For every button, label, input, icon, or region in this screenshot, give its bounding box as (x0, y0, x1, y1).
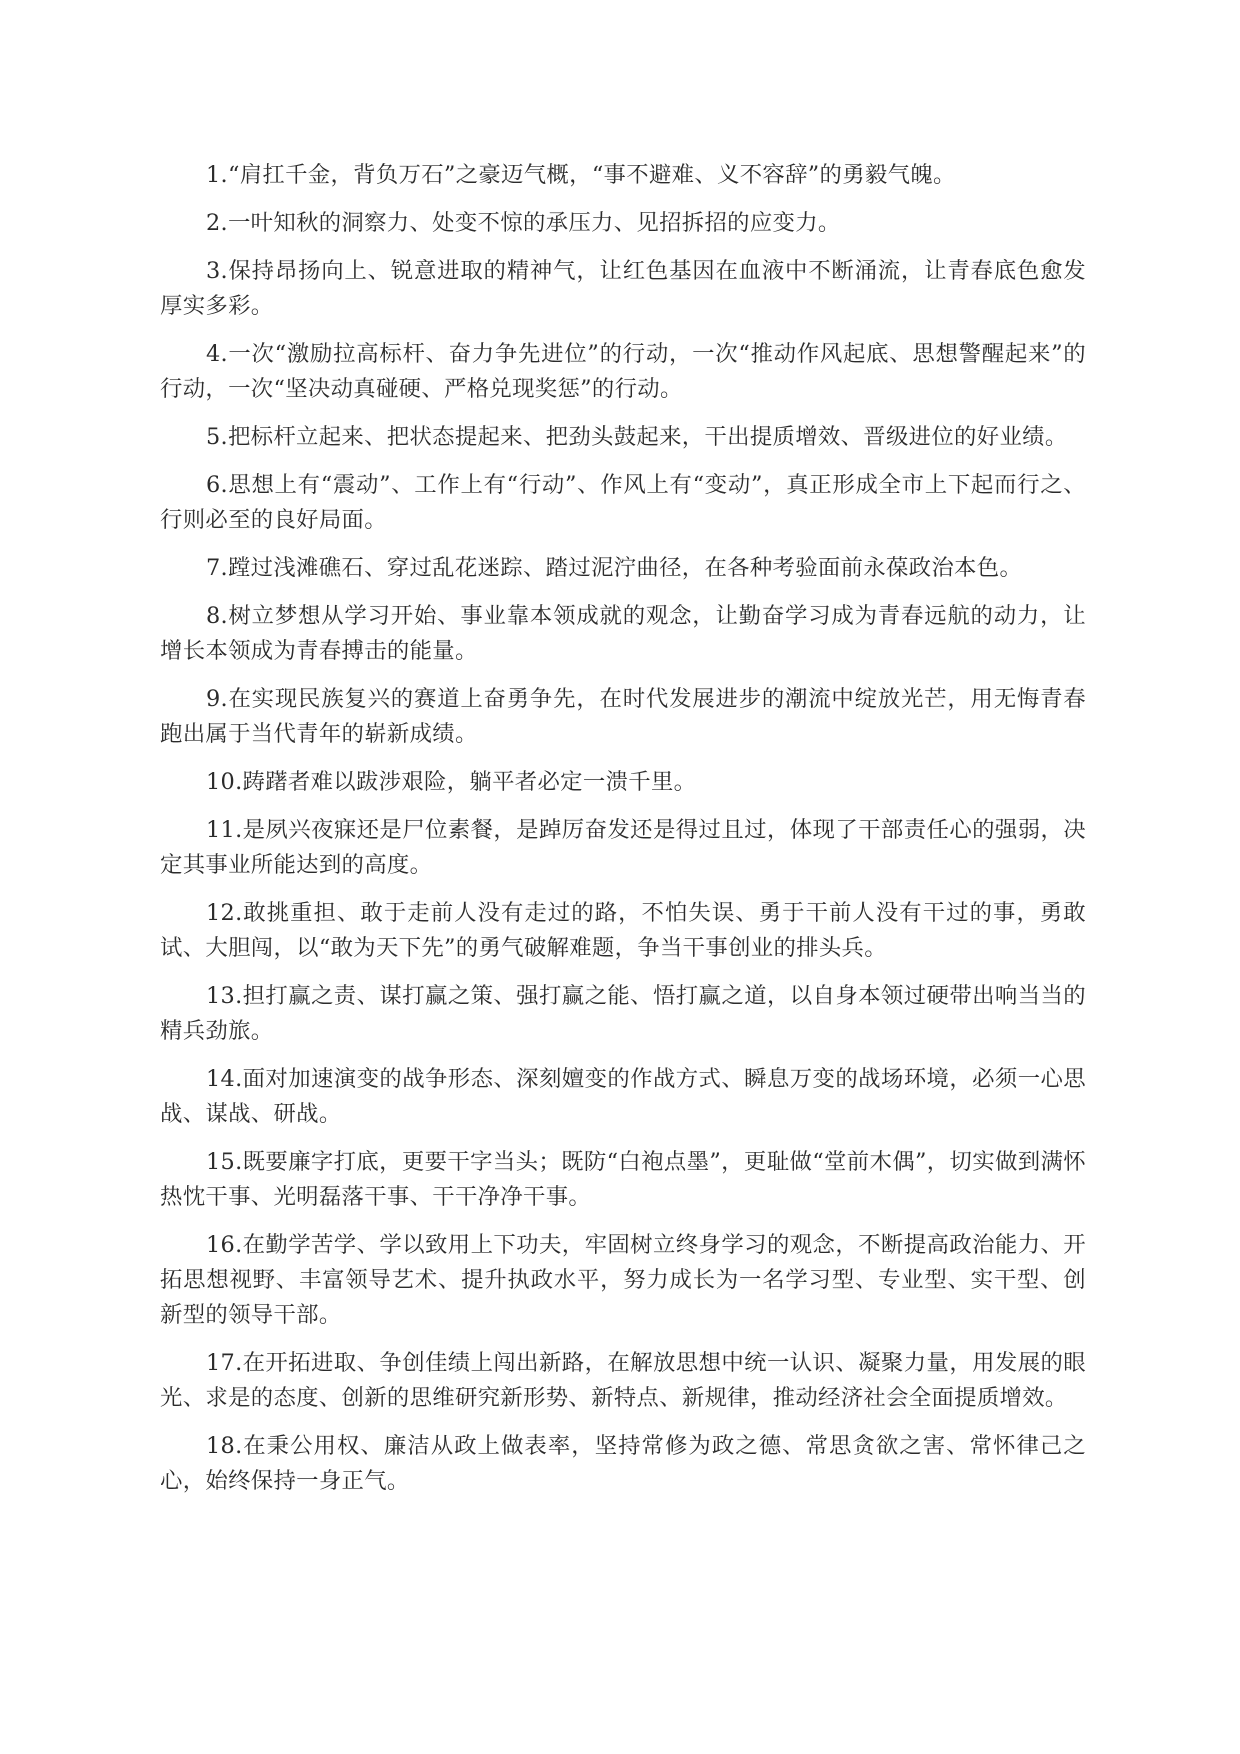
paragraph-10: 10.踌躇者难以跋涉艰险，躺平者必定一溃千里。 (206, 769, 697, 795)
paragraph-4: 4.一次“激励拉高标杆、奋力争先进位”的行动，一次“推动作风起底、思想警醒起来”的行动，一次“坚决动真碰硬、严格兑现奖惩”的行动。 (160, 341, 1086, 402)
paragraph-18: 18.在秉公用权、廉洁从政上做表率，坚持常修为政之德、常思贪欲之害、常怀律己之心，始终保持一身正气。 (160, 1433, 1086, 1494)
paragraph-5: 5.把标杆立起来、把状态提起来、把劲头鼓起来，干出提质增效、晋级进位的好业绩。 (206, 424, 1068, 450)
paragraph-11: 11.是夙兴夜寐还是尸位素餐，是踔厉奋发还是得过且过，体现了干部责任心的强弱，决定其事业所能达到的高度。 (160, 817, 1086, 878)
paragraph-3: 3.保持昂扬向上、锐意进取的精神气，让红色基因在血液中不断涌流，让青春底色愈发厚实多彩。 (160, 258, 1086, 319)
paragraph-16: 16.在勤学苦学、学以致用上下功夫，牢固树立终身学习的观念，不断提高政治能力、开拓思想视野、丰富领导艺术、提升执政水平，努力成长为一名学习型、专业型、实干型、创新型的领导干部。 (160, 1232, 1086, 1328)
document-body (160, 158, 1086, 1512)
paragraph-14: 14.面对加速演变的战争形态、深刻嬗变的作战方式、瞬息万变的战场环境，必须一心思战、谋战、研战。 (160, 1066, 1086, 1127)
paragraph-6: 6.思想上有“震动”、工作上有“行动”、作风上有“变动”，真正形成全市上下起而行之、行则必至的良好局面。 (160, 472, 1086, 533)
paragraph-9: 9.在实现民族复兴的赛道上奋勇争先，在时代发展进步的潮流中绽放光芒，用无悔青春跑出属于当代青年的崭新成绩。 (160, 686, 1086, 747)
paragraph-12: 12.敢挑重担、敢于走前人没有走过的路，不怕失误、勇于干前人没有干过的事，勇敢试、大胆闯，以“敢为天下先”的勇气破解难题，争当干事创业的排头兵。 (160, 900, 1086, 961)
paragraph-8: 8.树立梦想从学习开始、事业靠本领成就的观念，让勤奋学习成为青春远航的动力，让增长本领成为青春搏击的能量。 (160, 603, 1086, 664)
paragraph-17: 17.在开拓进取、争创佳绩上闯出新路，在解放思想中统一认识、凝聚力量，用发展的眼光、求是的态度、创新的思维研究新形势、新特点、新规律，推动经济社会全面提质增效。 (160, 1350, 1086, 1411)
paragraph-1: 1.“肩扛千金，背负万石”之豪迈气概，“事不避难、义不容辞”的勇毅气魄。 (206, 162, 956, 188)
paragraph-15: 15.既要廉字打底，更要干字当头；既防“白袍点墨”，更耻做“堂前木偶”，切实做到满怀热忱干事、光明磊落干事、干干净净干事。 (160, 1149, 1086, 1210)
paragraph-7: 7.蹚过浅滩礁石、穿过乱花迷踪、踏过泥泞曲径，在各种考验面前永葆政治本色。 (206, 555, 1023, 581)
paragraph-2: 2.一叶知秋的洞察力、处变不惊的承压力、见招拆招的应变力。 (206, 210, 841, 236)
paragraph-13: 13.担打赢之责、谋打赢之策、强打赢之能、悟打赢之道，以自身本领过硬带出响当当的精兵劲旅。 (160, 983, 1086, 1044)
